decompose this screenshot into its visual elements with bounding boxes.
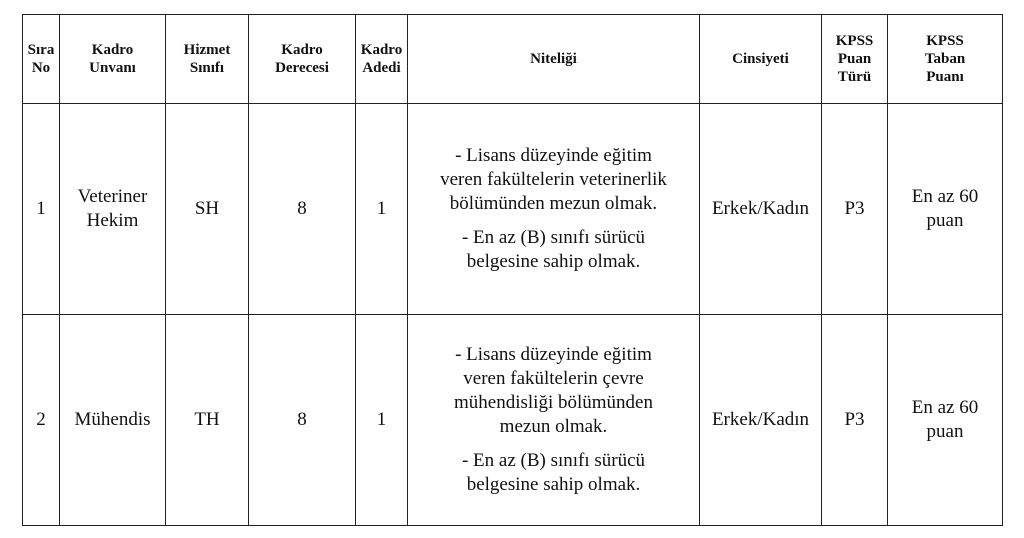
cell-hizmet-sinifi: SH [166,104,249,315]
nitelik-paragraph [408,449,699,497]
kadro-table [22,14,1003,526]
cell-kpss-taban-puani [888,315,1003,526]
cell-kpss-taban-puani [888,104,1003,315]
cell-cinsiyeti: Erkek/Kadın [700,104,822,315]
header-sira-no-line-1: Sıra [27,42,55,58]
cell-kadro-adedi: 1 [356,104,408,315]
header-sira-no-line-2: No [31,60,51,76]
cell-niteligi [408,315,700,526]
header-kadro-unvani-line-2: Unvanı [89,60,136,76]
nitelik-paragraph [408,226,699,274]
nitelik-line: veren fakültelerin çevre [463,368,644,389]
cell-kadro-unvani-line-1: Mühendis [74,409,151,430]
cell-kadro-unvani [60,104,166,315]
header-kadro-adedi [356,15,408,104]
nitelik-line: belgesine sahip olmak. [466,251,641,272]
nitelik-line: - En az (B) sınıfı sürücü [461,450,646,471]
nitelik-line: mühendisliği bölümünden [454,392,653,413]
nitelik-line: - Lisans düzeyinde eğitim [455,145,652,166]
header-kpss-taban-puani-line-3: Puanı [926,69,964,85]
header-kadro-adedi-line-2: Adedi [362,60,401,76]
cell-kpss-puan-turu: P3 [822,315,888,526]
header-kadro-derecesi-line-1: Kadro [281,42,323,58]
header-kadro-derecesi-line-2: Derecesi [275,60,329,76]
cell-kadro-unvani [60,315,166,526]
cell-hizmet-sinifi: TH [166,315,249,526]
cell-kadro-derecesi: 8 [249,104,356,315]
cell-kadro-adedi: 1 [356,315,408,526]
header-kpss-puan-turu-line-3: Türü [837,69,872,85]
nitelik-paragraph [408,144,699,216]
cell-kadro-unvani-line-1: Veteriner [77,186,148,207]
header-kadro-unvani [60,15,166,104]
header-kpss-taban-puani-line-2: Taban [924,51,966,67]
cell-kpss-taban-puani-line-2: puan [926,421,964,442]
header-row [23,15,1003,104]
nitelik-line: - En az (B) sınıfı sürücü [461,227,646,248]
cell-kpss-taban-puani-line-2: puan [926,210,964,231]
header-kpss-puan-turu-line-2: Puan [837,51,872,67]
cell-niteligi [408,104,700,315]
header-kadro-derecesi [249,15,356,104]
nitelik-line: veren fakültelerin veterinerlik [440,169,667,190]
cell-kadro-unvani-line-2: Hekim [86,210,139,231]
header-hizmet-sinifi [166,15,249,104]
header-kpss-puan-turu-line-1: KPSS [835,33,874,49]
header-cinsiyeti [700,15,822,104]
cell-kadro-derecesi: 8 [249,315,356,526]
nitelik-line: belgesine sahip olmak. [466,474,641,495]
header-kpss-puan-turu [822,15,888,104]
cell-sira-no: 1 [23,104,60,315]
header-kadro-adedi-line-1: Kadro [360,42,403,58]
cell-cinsiyeti: Erkek/Kadın [700,315,822,526]
table-row [23,104,1003,315]
header-kpss-taban-puani-line-1: KPSS [926,33,964,49]
header-hizmet-sinifi-line-2: Sınıfı [189,60,225,76]
nitelik-line: - Lisans düzeyinde eğitim [455,344,652,365]
header-niteligi [408,15,700,104]
nitelik-paragraph [408,343,699,439]
header-cinsiyeti-label: Cinsiyeti [732,51,789,67]
nitelik-line: bölümünden mezun olmak. [449,193,658,214]
header-hizmet-sinifi-line-1: Hizmet [183,42,231,58]
cell-sira-no: 2 [23,315,60,526]
header-kpss-taban-puani [888,15,1003,104]
header-niteligi-label: Niteliği [530,51,577,67]
cell-kpss-taban-puani-line-1: En az 60 [911,186,979,207]
cell-kpss-puan-turu: P3 [822,104,888,315]
header-sira-no [23,15,60,104]
header-kadro-unvani-line-1: Kadro [91,42,134,58]
table-row [23,315,1003,526]
cell-kpss-taban-puani-line-1: En az 60 [911,397,979,418]
nitelik-line: mezun olmak. [499,416,608,437]
